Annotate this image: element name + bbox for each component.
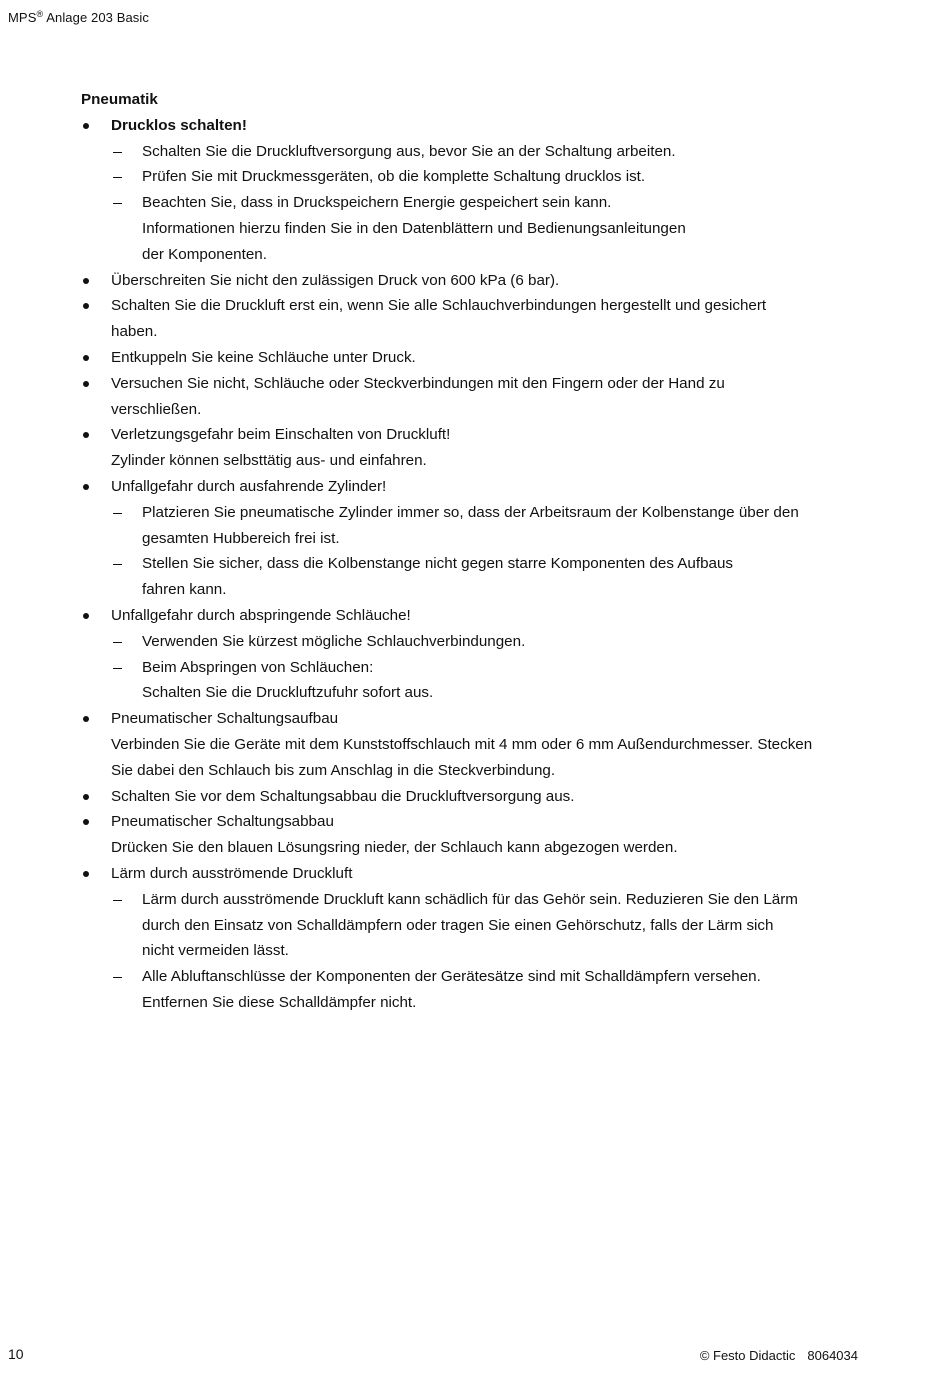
bullet-text bbox=[111, 345, 871, 371]
bullet-item bbox=[81, 113, 871, 268]
dash-subitem bbox=[111, 190, 871, 267]
bullet-text bbox=[111, 293, 871, 345]
document-number: 8064034 bbox=[807, 1348, 858, 1363]
section-title: Pneumatik bbox=[81, 91, 158, 108]
bullet-item bbox=[81, 268, 871, 294]
page-header bbox=[8, 9, 149, 25]
text-line: Entkuppeln Sie keine Schläuche unter Druck. bbox=[111, 348, 416, 366]
registered-mark: ® bbox=[36, 9, 44, 19]
bullet-item bbox=[81, 422, 871, 474]
bullet-item bbox=[81, 474, 871, 603]
text-line: fahren kann. bbox=[142, 581, 227, 599]
text-line: Prüfen Sie mit Druckmessgeräten, ob die komplette Schaltung drucklos ist. bbox=[142, 168, 646, 186]
text-line: verschließen. bbox=[111, 400, 202, 418]
text-line: Verletzungsgefahr beim Einschalten von Druckluft! bbox=[111, 426, 451, 444]
text-line: Sie dabei den Schlauch bis zum Anschlag in die Steckverbindung. bbox=[111, 761, 556, 779]
dash-subitem bbox=[111, 629, 871, 655]
text-line: Stellen Sie sicher, dass die Kolbenstange nicht gegen starre Komponenten des Aufbaus bbox=[142, 555, 734, 573]
dash-subitem bbox=[111, 887, 871, 964]
bullet-text bbox=[111, 603, 871, 629]
safety-bullet-list bbox=[81, 113, 871, 1016]
text-line: Beim Abspringen von Schläuchen: bbox=[142, 658, 374, 676]
text-line: der Komponenten. bbox=[142, 245, 267, 263]
text-line: Pneumatischer Schaltungsabbau bbox=[111, 813, 334, 831]
bullet-text bbox=[111, 706, 871, 783]
text-line: Platzieren Sie pneumatische Zylinder immer so, dass der Arbeitsraum der Kolbenstange über den bbox=[142, 503, 799, 521]
bullet-item bbox=[81, 861, 871, 1016]
text-line: haben. bbox=[111, 323, 158, 341]
text-line: nicht vermeiden lässt. bbox=[142, 942, 289, 960]
text-line: Unfallgefahr durch ausfahrende Zylinder! bbox=[111, 477, 387, 495]
dash-subitem bbox=[111, 964, 871, 1016]
bullet-text bbox=[111, 861, 871, 887]
dash-subitem bbox=[111, 164, 871, 190]
text-line: Zylinder können selbsttätig aus- und einfahren. bbox=[111, 452, 427, 470]
publisher-label: © Festo Didactic bbox=[699, 1348, 796, 1363]
text-line: Verwenden Sie kürzest mögliche Schlauchverbindungen. bbox=[142, 632, 526, 650]
text-line: Schalten Sie die Druckluft erst ein, wenn Sie alle Schlauchverbindungen hergestellt und gesichert bbox=[111, 297, 767, 315]
dash-subitem bbox=[111, 500, 871, 552]
bullet-text bbox=[111, 371, 871, 423]
text-line: gesamten Hubbereich frei ist. bbox=[142, 529, 340, 547]
bullet-item bbox=[81, 603, 871, 706]
text-line: Drucklos schalten! bbox=[111, 116, 247, 134]
text-line: Lärm durch ausströmende Druckluft bbox=[111, 864, 353, 882]
bullet-item bbox=[81, 371, 871, 423]
text-line: Versuchen Sie nicht, Schläuche oder Steckverbindungen mit den Fingern oder der Hand zu bbox=[111, 374, 725, 392]
text-line: Schalten Sie die Druckluftversorgung aus, bevor Sie an der Schaltung arbeiten. bbox=[142, 142, 676, 160]
dash-subitem bbox=[111, 655, 871, 707]
text-line: Überschreiten Sie nicht den zulässigen Druck von 600 kPa (6 bar). bbox=[111, 271, 560, 289]
text-line: Schalten Sie vor dem Schaltungsabbau die Druckluftversorgung aus. bbox=[111, 787, 575, 805]
dash-subitem bbox=[111, 139, 871, 165]
text-line: Beachten Sie, dass in Druckspeichern Energie gespeichert sein kann. bbox=[142, 194, 612, 212]
bullet-item bbox=[81, 345, 871, 371]
page-footer bbox=[700, 1348, 858, 1363]
text-line: Schalten Sie die Druckluftzufuhr sofort aus. bbox=[142, 684, 434, 702]
page-number: 10 bbox=[8, 1346, 24, 1362]
bullet-text bbox=[111, 809, 871, 861]
text-line: Lärm durch ausströmende Druckluft kann schädlich für das Gehör sein. Reduzieren Sie den Lärm bbox=[142, 890, 798, 908]
bullet-text bbox=[111, 474, 871, 500]
text-line: Drücken Sie den blauen Lösungsring nieder, der Schlauch kann abgezogen werden. bbox=[111, 839, 678, 857]
bullet-item bbox=[81, 293, 871, 345]
bullet-text bbox=[111, 113, 871, 139]
text-line: Alle Abluftanschlüsse der Komponenten der Gerätesätze sind mit Schalldämpfern versehen. bbox=[142, 968, 761, 986]
bullet-text bbox=[111, 422, 871, 474]
bullet-item bbox=[81, 706, 871, 783]
text-line: Informationen hierzu finden Sie in den Datenblättern und Bedienungsanleitungen bbox=[142, 219, 686, 237]
dash-subitem bbox=[111, 551, 871, 603]
text-line: Unfallgefahr durch abspringende Schläuche! bbox=[111, 606, 411, 624]
header-title: Anlage 203 Basic bbox=[46, 10, 150, 25]
text-line: Verbinden Sie die Geräte mit dem Kunststoffschlauch mit 4 mm oder 6 mm Außendurchmesser. Stecken bbox=[111, 735, 813, 753]
bullet-item bbox=[81, 784, 871, 810]
header-brand: MPS bbox=[8, 10, 37, 25]
text-line: Entfernen Sie diese Schalldämpfer nicht. bbox=[142, 993, 417, 1011]
text-line: Pneumatischer Schaltungsaufbau bbox=[111, 710, 339, 728]
document-body bbox=[81, 87, 871, 1016]
bullet-text bbox=[111, 268, 871, 294]
bullet-item bbox=[81, 809, 871, 861]
text-line: durch den Einsatz von Schalldämpfern oder tragen Sie einen Gehörschutz, falls der Lärm sich bbox=[142, 916, 774, 934]
bullet-text bbox=[111, 784, 871, 810]
